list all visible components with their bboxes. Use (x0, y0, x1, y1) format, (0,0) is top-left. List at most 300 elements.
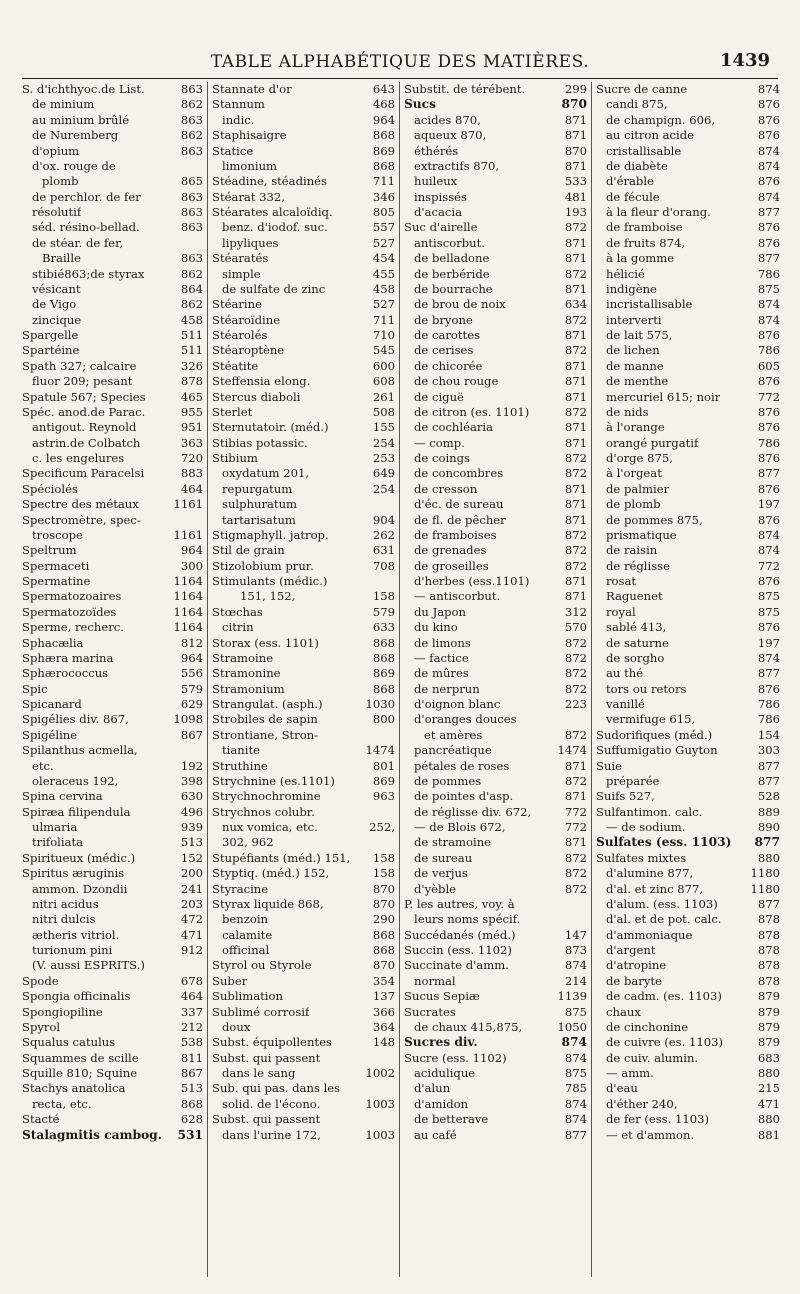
index-entry (212, 1035, 395, 1050)
entry-term: interverti (606, 312, 662, 327)
entry-term: Stercus diaboli (212, 389, 301, 404)
entry-page-ref: 299 (564, 82, 587, 96)
entry-term: benz. d'iodof. suc. (222, 220, 328, 235)
index-entry (212, 543, 395, 558)
index-entry (596, 851, 780, 866)
entry-page-ref: 633 (372, 620, 395, 635)
header-rule (22, 78, 778, 79)
index-entry (404, 1066, 587, 1081)
index-entry (596, 405, 780, 420)
entry-term: de concombres (414, 466, 504, 481)
entry-term: etc. (32, 758, 54, 773)
index-entry (596, 928, 780, 943)
entry-page-ref: 200 (180, 866, 203, 881)
entry-term: Styptiq. (méd.) 152, (212, 866, 330, 881)
index-entry (22, 436, 203, 451)
index-entry (404, 1005, 587, 1020)
index-entry (596, 666, 780, 681)
entry-page-ref: 878 (757, 927, 780, 942)
entry-term: et amères (424, 727, 483, 742)
index-entry (596, 1112, 780, 1127)
index-entry (22, 159, 203, 174)
entry-page-ref: 868 (372, 650, 395, 665)
index-entry (596, 697, 780, 712)
index-entry (22, 374, 203, 389)
entry-term: de groseilles (414, 558, 489, 573)
index-entry (596, 482, 780, 497)
index-columns (22, 82, 780, 1277)
index-entry (404, 574, 587, 589)
entry-term: citrin (222, 620, 254, 635)
entry-term: Succédanés (méd.) (404, 927, 516, 942)
entry-page-ref: 481 (564, 189, 587, 204)
index-entry (212, 958, 395, 973)
index-entry (212, 405, 395, 420)
entry-term: d'atropine (606, 958, 667, 973)
index-entry (212, 559, 395, 574)
entry-page-ref: 254 (372, 481, 395, 496)
entry-page-ref: 152 (180, 850, 203, 865)
entry-page-ref: 312 (564, 604, 587, 619)
index-entry (22, 405, 203, 420)
index-entry (596, 882, 780, 897)
index-entry (404, 759, 587, 774)
entry-page-ref: 871 (564, 435, 587, 450)
index-entry (596, 328, 780, 343)
entry-term: Squammes de scille (22, 1050, 139, 1065)
entry-term: au thé (606, 666, 644, 681)
entry-term: inspissés (414, 189, 467, 204)
entry-page-ref: 786 (757, 697, 780, 711)
index-entry (596, 297, 780, 312)
entry-page-ref: 197 (757, 635, 780, 650)
entry-term: Stannate d'or (212, 82, 292, 96)
index-entry (22, 928, 203, 943)
entry-page-ref: 465 (180, 389, 203, 404)
index-entry (22, 774, 203, 789)
index-entry (596, 436, 780, 451)
index-entry (22, 805, 203, 820)
index-entry (212, 497, 395, 512)
index-entry (212, 897, 395, 912)
entry-page-ref: 215 (757, 1081, 780, 1096)
index-entry (212, 666, 395, 681)
index-entry (212, 282, 395, 297)
entry-page-ref: 223 (564, 697, 587, 711)
entry-page-ref: 863 (180, 220, 203, 235)
index-entry (212, 728, 395, 743)
entry-page-ref: 878 (180, 374, 203, 389)
entry-term: Spermatozoaires (22, 589, 122, 604)
entry-term: à l'orgeat (606, 466, 662, 481)
entry-page-ref: 786 (757, 435, 780, 450)
entry-term: troscope (32, 527, 83, 542)
index-entry (404, 113, 587, 128)
index-entry (596, 220, 780, 235)
index-entry (22, 466, 203, 481)
entry-term: Stibias potassic. (212, 435, 308, 450)
entry-term: d'alun (414, 1081, 451, 1096)
index-entry (22, 589, 203, 604)
index-entry (212, 1081, 395, 1096)
index-entry (596, 236, 780, 251)
entry-term: acides 870, (414, 112, 481, 127)
column-divider (399, 82, 400, 1277)
index-entry (596, 144, 780, 159)
index-entry (22, 636, 203, 651)
entry-term: de chou rouge (414, 374, 499, 389)
entry-page-ref: 875 (757, 589, 780, 604)
column-divider (591, 82, 592, 1277)
entry-page-ref: 871 (564, 758, 587, 773)
entry-page-ref: 337 (180, 1004, 203, 1019)
index-entry (22, 313, 203, 328)
index-entry (22, 128, 203, 143)
entry-page-ref: 876 (757, 328, 780, 342)
index-entry (212, 236, 395, 251)
entry-page-ref: 1164 (173, 620, 203, 635)
entry-page-ref: 871 (564, 497, 587, 512)
entry-term: de bourrache (414, 281, 493, 296)
entry-term: huileux (414, 174, 458, 189)
entry-page-ref: 877 (757, 758, 780, 773)
index-entry (404, 405, 587, 420)
entry-page-ref: 877 (757, 773, 780, 788)
index-entry (212, 1020, 395, 1035)
entry-page-ref: 772 (757, 558, 780, 573)
entry-page-ref: 398 (180, 773, 203, 788)
entry-term: Sulfantimon. calc. (596, 804, 703, 819)
entry-page-ref: 872 (564, 650, 587, 665)
entry-term: de fer (ess. 1103) (606, 1112, 710, 1127)
index-entry (212, 267, 395, 282)
index-entry (22, 1112, 203, 1127)
index-entry (212, 359, 395, 374)
entry-term: Sucres div. (404, 1035, 478, 1050)
entry-page-ref: 630 (180, 789, 203, 804)
index-entry (22, 989, 203, 1004)
index-entry (404, 1051, 587, 1066)
index-entry (596, 974, 780, 989)
entry-page-ref: 872 (564, 312, 587, 327)
index-entry (404, 1112, 587, 1127)
entry-term: Spigélies div. 867, (22, 712, 129, 727)
entry-page-ref: 878 (757, 973, 780, 988)
entry-page-ref: 1003 (365, 1096, 395, 1111)
index-entry (596, 390, 780, 405)
index-entry (404, 620, 587, 635)
entry-term: Sphacælia (22, 635, 84, 650)
entry-page-ref: 874 (564, 1112, 587, 1127)
entry-term: de manne (606, 358, 664, 373)
entry-page-ref: 811 (180, 1050, 203, 1065)
index-entry (404, 605, 587, 620)
entry-term: Suie (596, 758, 622, 773)
index-entry (22, 205, 203, 220)
index-entry (22, 835, 203, 850)
entry-term: sablé 413, (606, 620, 667, 635)
entry-page-ref: 863 (180, 82, 203, 96)
index-entry (212, 113, 395, 128)
index-entry (404, 144, 587, 159)
entry-page-ref: 508 (372, 404, 395, 419)
entry-page-ref: 608 (372, 374, 395, 389)
entry-term: royal (606, 604, 636, 619)
entry-term: de raisin (606, 543, 658, 558)
entry-term: pancréatique (414, 743, 492, 758)
entry-page-ref: 871 (564, 835, 587, 850)
index-entry (404, 682, 587, 697)
entry-term: leurs noms spécif. (414, 912, 521, 927)
entry-term: Spiritueux (médic.) (22, 850, 136, 865)
entry-term: Stigmaphyll. jatrop. (212, 527, 329, 542)
entry-page-ref: 881 (757, 1127, 780, 1142)
entry-term: Succinate d'amm. (404, 958, 509, 973)
entry-term: de palmier (606, 481, 670, 496)
index-entry (596, 743, 780, 758)
entry-term: tianite (222, 743, 260, 758)
entry-page-ref: 870 (372, 958, 395, 973)
index-entry (22, 943, 203, 958)
entry-term: Specificum Paracelsi (22, 466, 145, 481)
index-entry (212, 251, 395, 266)
entry-page-ref: 874 (564, 958, 587, 973)
entry-term: de cinchonine (606, 1019, 689, 1034)
entry-page-ref: 880 (757, 1112, 780, 1127)
entry-term: d'amidon (414, 1096, 469, 1111)
entry-page-ref: 955 (180, 404, 203, 419)
index-entry (596, 528, 780, 543)
entry-page-ref: 1030 (365, 697, 395, 711)
index-entry (596, 113, 780, 128)
index-entry (212, 482, 395, 497)
index-entry (212, 820, 395, 835)
entry-term: d'oranges douces (414, 712, 517, 727)
entry-page-ref: 867 (180, 727, 203, 742)
entry-page-ref: 868 (372, 158, 395, 173)
entry-term: d'éther 240, (606, 1096, 678, 1111)
entry-page-ref: 874 (757, 189, 780, 204)
index-entry (22, 97, 203, 112)
entry-term: rosat (606, 574, 637, 588)
entry-page-ref: 158 (372, 866, 395, 881)
entry-page-ref: 511 (180, 343, 203, 358)
entry-page-ref: 786 (757, 712, 780, 727)
index-entry (212, 313, 395, 328)
index-entry (596, 374, 780, 389)
index-entry (404, 174, 587, 189)
index-entry (404, 728, 587, 743)
entry-term: de pointes d'asp. (414, 789, 514, 804)
index-entry (404, 236, 587, 251)
entry-page-ref: 878 (757, 958, 780, 973)
entry-term: c. les engelures (32, 451, 125, 465)
entry-term: à la fleur d'orang. (606, 205, 711, 219)
index-entry (596, 943, 780, 958)
entry-term: Stupéfiants (méd.) 151, (212, 850, 351, 865)
entry-page-ref: 876 (757, 512, 780, 527)
entry-term: Stachys anatolica (22, 1081, 126, 1096)
entry-term: d'orge 875, (606, 451, 673, 465)
index-entry (596, 343, 780, 358)
index-entry (212, 144, 395, 159)
entry-term: plomb (42, 174, 79, 189)
index-entry (22, 789, 203, 804)
entry-page-ref: 871 (564, 328, 587, 342)
entry-term: Squalus catulus (22, 1035, 116, 1050)
index-entry (22, 190, 203, 205)
index-column-4 (596, 82, 780, 1277)
index-entry (596, 636, 780, 651)
entry-term: Spéciolés (22, 481, 78, 496)
entry-term: de lichen (606, 343, 660, 358)
entry-page-ref: 876 (757, 681, 780, 696)
entry-term: Stacté (22, 1112, 60, 1127)
entry-page-ref: 1164 (173, 574, 203, 588)
entry-page-ref: 772 (564, 804, 587, 819)
index-entry (404, 743, 587, 758)
index-entry (212, 605, 395, 620)
index-entry (212, 220, 395, 235)
index-column-3 (404, 82, 587, 1277)
entry-page-ref: 533 (564, 174, 587, 189)
entry-page-ref: 868 (372, 681, 395, 696)
entry-page-ref: 290 (372, 912, 395, 927)
entry-page-ref: 877 (757, 666, 780, 681)
index-entry (22, 359, 203, 374)
entry-term: pétales de roses (414, 758, 510, 773)
entry-term: dans le sang (222, 1066, 296, 1080)
entry-term: séd. résino-bellad. (32, 220, 140, 235)
entry-page-ref: 801 (372, 758, 395, 773)
index-entry (212, 466, 395, 481)
index-entry (596, 174, 780, 189)
index-entry (404, 466, 587, 481)
entry-page-ref: 870 (372, 881, 395, 896)
index-entry (596, 897, 780, 912)
entry-page-ref: 872 (564, 773, 587, 788)
entry-page-ref: 363 (180, 435, 203, 450)
entry-term: simple (222, 266, 261, 281)
entry-page-ref: 963 (372, 789, 395, 804)
entry-term: d'alum. (ess. 1103) (606, 896, 718, 911)
index-entry (404, 359, 587, 374)
entry-term: limonium (222, 158, 278, 173)
index-entry (212, 190, 395, 205)
entry-term: 151, 152, (240, 589, 296, 604)
entry-term: Strangulat. (asph.) (212, 697, 323, 711)
index-entry (22, 866, 203, 881)
entry-page-ref: 876 (757, 481, 780, 496)
index-entry (22, 851, 203, 866)
entry-term: Subst. équipollentes (212, 1035, 332, 1050)
index-entry (212, 420, 395, 435)
index-entry (596, 712, 780, 727)
entry-page-ref: 883 (180, 466, 203, 481)
index-entry (404, 1020, 587, 1035)
entry-page-ref: 147 (564, 927, 587, 942)
entry-term: Stimulants (médic.) (212, 574, 328, 588)
index-entry (22, 1051, 203, 1066)
entry-page-ref: 605 (757, 358, 780, 373)
entry-term: Statice (212, 143, 254, 158)
index-entry (212, 805, 395, 820)
entry-term: turionum pini (32, 943, 113, 957)
entry-page-ref: 513 (180, 835, 203, 850)
entry-page-ref: 862 (180, 297, 203, 312)
index-entry (22, 958, 203, 973)
entry-page-ref: 1161 (173, 497, 203, 512)
entry-page-ref: 872 (564, 466, 587, 481)
entry-page-ref: 710 (372, 328, 395, 342)
index-entry (22, 697, 203, 712)
index-entry (22, 897, 203, 912)
entry-page-ref: 868 (372, 128, 395, 143)
entry-page-ref: 872 (564, 727, 587, 742)
entry-term: Spina cervina (22, 789, 103, 804)
index-entry (404, 789, 587, 804)
entry-page-ref: 1164 (173, 589, 203, 604)
index-entry (212, 589, 395, 604)
entry-page-ref: 570 (564, 620, 587, 635)
entry-page-ref: 862 (180, 97, 203, 112)
entry-term: de verjus (414, 866, 468, 881)
entry-term: sulphuratum (222, 497, 298, 512)
entry-page-ref: 805 (372, 205, 395, 219)
entry-page-ref: 812 (180, 635, 203, 650)
index-entry (596, 251, 780, 266)
entry-page-ref: 354 (372, 973, 395, 988)
entry-page-ref: 964 (372, 112, 395, 127)
entry-page-ref: 872 (564, 850, 587, 865)
entry-term: calamite (222, 927, 273, 942)
entry-page-ref: 531 (177, 1127, 203, 1142)
entry-page-ref: 1050 (557, 1019, 587, 1034)
index-entry (596, 620, 780, 635)
entry-page-ref: 155 (372, 420, 395, 435)
index-entry (596, 543, 780, 558)
entry-term: extractifs 870, (414, 158, 500, 173)
entry-page-ref: 871 (564, 420, 587, 435)
index-entry (404, 666, 587, 681)
index-entry (22, 236, 203, 251)
entry-term: repurgatum (222, 481, 293, 496)
entry-page-ref: 876 (757, 235, 780, 250)
index-entry (596, 313, 780, 328)
entry-page-ref: 711 (372, 312, 395, 327)
entry-page-ref: 203 (180, 896, 203, 911)
index-entry (596, 774, 780, 789)
entry-page-ref: 1164 (173, 604, 203, 619)
entry-page-ref: 629 (180, 697, 203, 711)
entry-term: de champign. 606, (606, 112, 716, 127)
entry-term: lipyliques (222, 235, 279, 250)
index-entry (596, 1128, 780, 1143)
index-entry (22, 912, 203, 927)
entry-page-ref: 628 (180, 1112, 203, 1127)
index-entry (404, 267, 587, 282)
index-entry (404, 190, 587, 205)
index-entry (404, 328, 587, 343)
index-entry (22, 1066, 203, 1081)
entry-term: de cresson (414, 481, 478, 496)
entry-term: de Vigo (32, 297, 77, 312)
entry-page-ref: 711 (372, 174, 395, 189)
entry-page-ref: 878 (757, 912, 780, 927)
entry-term: — de Blois 672, (414, 820, 506, 834)
index-entry (22, 543, 203, 558)
entry-term: Strychnos colubr. (212, 804, 315, 819)
